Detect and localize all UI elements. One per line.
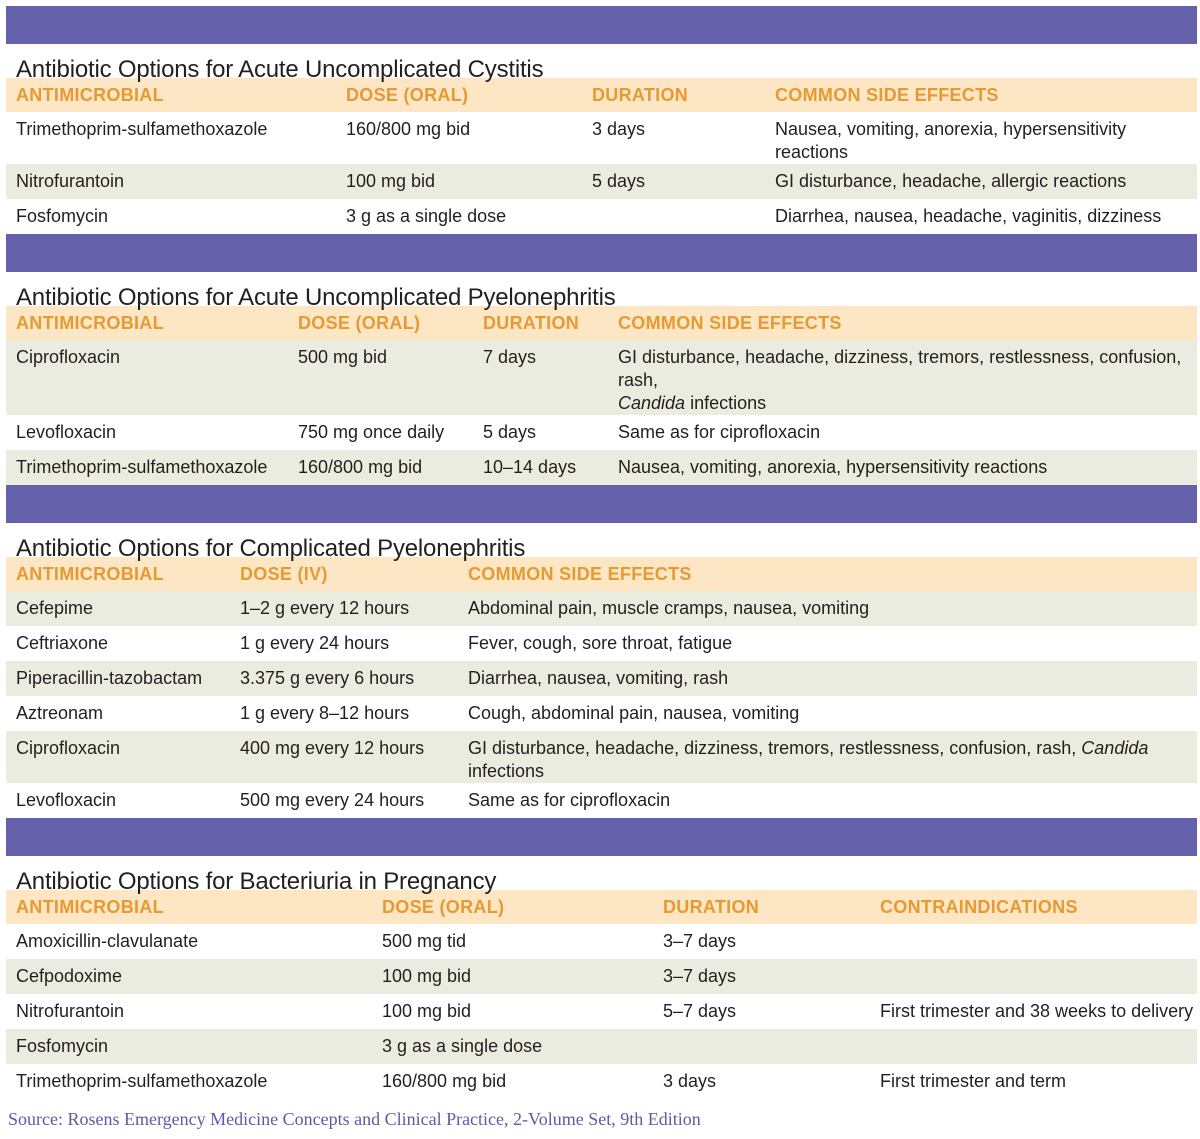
cell — [582, 199, 765, 234]
cell — [608, 340, 1197, 415]
table-row — [6, 959, 1197, 994]
table-row — [6, 199, 1197, 234]
column-header: CONTRAINDICATIONS — [870, 890, 1197, 924]
cell: Aztreonam — [6, 696, 230, 731]
cell: Same as for ciprofloxacin — [458, 783, 1197, 818]
cell — [653, 1029, 870, 1064]
column-header: ANTIMICROBIAL — [6, 557, 230, 591]
table-row — [6, 696, 1197, 731]
cell-text: GI disturbance, headache, dizziness, tremors, restlessness, confusion, rash, — [618, 347, 1182, 390]
cell: Trimethoprim-sulfamethoxazole — [6, 1064, 372, 1099]
cell: 160/800 mg bid — [288, 450, 473, 485]
document — [6, 6, 1197, 1099]
table-row — [6, 450, 1197, 485]
cell: Cefpodoxime — [6, 959, 372, 994]
cell-text: GI disturbance, headache, dizziness, tremors, restlessness, confusion, rash, — [468, 738, 1082, 758]
section-band — [6, 485, 1197, 523]
table-uncomplicated-pyelonephritis — [6, 306, 1197, 485]
cell: Cefepime — [6, 591, 230, 626]
cell: Diarrhea, nausea, vomiting, rash — [458, 661, 1197, 696]
cell — [870, 959, 1197, 994]
cell: Abdominal pain, muscle cramps, nausea, vomiting — [458, 591, 1197, 626]
cell — [870, 1029, 1197, 1064]
cell: 160/800 mg bid — [336, 112, 582, 164]
cell: Same as for ciprofloxacin — [608, 415, 1197, 450]
cell: 500 mg every 24 hours — [230, 783, 458, 818]
cell: 3 days — [653, 1064, 870, 1099]
cell: 1 g every 8–12 hours — [230, 696, 458, 731]
column-header: DOSE (ORAL) — [372, 890, 653, 924]
table-bacteriuria-pregnancy — [6, 890, 1197, 1099]
organism-name: Candida — [1081, 738, 1149, 758]
cell: 3 g as a single dose — [372, 1029, 653, 1064]
cell: Nitrofurantoin — [6, 164, 336, 199]
table-row — [6, 731, 1197, 783]
cell: Amoxicillin-clavulanate — [6, 924, 372, 959]
cell: Fever, cough, sore throat, fatigue — [458, 626, 1197, 661]
cell: 3 g as a single dose — [336, 199, 582, 234]
table-header-row — [6, 890, 1197, 924]
column-header: COMMON SIDE EFFECTS — [765, 78, 1197, 112]
section-title-cystitis: Antibiotic Options for Acute Uncomplicated Cystitis — [16, 56, 544, 83]
cell: Ciprofloxacin — [6, 340, 288, 415]
cell: Trimethoprim-sulfamethoxazole — [6, 112, 336, 164]
organism-name: Candida — [618, 393, 686, 413]
cell — [458, 731, 1197, 783]
cell: 3–7 days — [653, 959, 870, 994]
cell: 3–7 days — [653, 924, 870, 959]
cell: 5–7 days — [653, 994, 870, 1029]
table-row — [6, 340, 1197, 415]
cell: 750 mg once daily — [288, 415, 473, 450]
cell: Diarrhea, nausea, headache, vaginitis, dizziness — [765, 199, 1197, 234]
cell: 5 days — [473, 415, 608, 450]
table-cystitis — [6, 78, 1197, 234]
cell: Cough, abdominal pain, nausea, vomiting — [458, 696, 1197, 731]
cell: First trimester and 38 weeks to delivery — [870, 994, 1197, 1029]
cell: Trimethoprim-sulfamethoxazole — [6, 450, 288, 485]
column-header: ANTIMICROBIAL — [6, 306, 288, 340]
table-row — [6, 112, 1197, 164]
cell: Levofloxacin — [6, 783, 230, 818]
table-complicated-pyelonephritis — [6, 557, 1197, 818]
cell: 1 g every 24 hours — [230, 626, 458, 661]
cell: 3.375 g every 6 hours — [230, 661, 458, 696]
cell: 500 mg tid — [372, 924, 653, 959]
table-row — [6, 415, 1197, 450]
cell: Ciprofloxacin — [6, 731, 230, 783]
column-header: ANTIMICROBIAL — [6, 78, 336, 112]
section-band — [6, 234, 1197, 272]
cell: 160/800 mg bid — [372, 1064, 653, 1099]
section-title-pyelonephritis-uncomplicated: Antibiotic Options for Acute Uncomplicated Pyelonephritis — [16, 284, 616, 311]
cell: Fosfomycin — [6, 199, 336, 234]
cell: Levofloxacin — [6, 415, 288, 450]
cell: 1–2 g every 12 hours — [230, 591, 458, 626]
cell: Nausea, vomiting, anorexia, hypersensitivity reactions — [608, 450, 1197, 485]
cell — [870, 924, 1197, 959]
table-row — [6, 1064, 1197, 1099]
cell: 100 mg bid — [336, 164, 582, 199]
column-header: DURATION — [473, 306, 608, 340]
column-header: DOSE (IV) — [230, 557, 458, 591]
section-band — [6, 818, 1197, 856]
column-header: DURATION — [653, 890, 870, 924]
table-row — [6, 994, 1197, 1029]
table-header-row — [6, 306, 1197, 340]
table-row — [6, 591, 1197, 626]
table-header-row — [6, 557, 1197, 591]
table-row — [6, 783, 1197, 818]
section-title-complicated-pyelonephritis: Antibiotic Options for Complicated Pyelonephritis — [16, 535, 526, 562]
source-citation: Source: Rosens Emergency Medicine Concepts and Clinical Practice, 2-Volume Set, 9th Edition — [8, 1109, 701, 1129]
column-header: COMMON SIDE EFFECTS — [608, 306, 1197, 340]
section-band — [6, 6, 1197, 44]
cell: Ceftriaxone — [6, 626, 230, 661]
section-title-bacteriuria-pregnancy: Antibiotic Options for Bacteriuria in Pregnancy — [16, 868, 497, 895]
cell: 5 days — [582, 164, 765, 199]
table-row — [6, 626, 1197, 661]
cell-text: infections — [685, 393, 767, 413]
column-header: ANTIMICROBIAL — [6, 890, 372, 924]
column-header: DURATION — [582, 78, 765, 112]
cell: 500 mg bid — [288, 340, 473, 415]
cell: 7 days — [473, 340, 608, 415]
table-header-row — [6, 78, 1197, 112]
table-row — [6, 164, 1197, 199]
cell: First trimester and term — [870, 1064, 1197, 1099]
column-header: DOSE (ORAL) — [288, 306, 473, 340]
cell: 100 mg bid — [372, 959, 653, 994]
cell: 400 mg every 12 hours — [230, 731, 458, 783]
cell: Fosfomycin — [6, 1029, 372, 1064]
cell-text: infections — [468, 761, 545, 781]
cell: Piperacillin-tazobactam — [6, 661, 230, 696]
column-header: COMMON SIDE EFFECTS — [458, 557, 1197, 591]
cell: 100 mg bid — [372, 994, 653, 1029]
table-row — [6, 1029, 1197, 1064]
cell: Nausea, vomiting, anorexia, hypersensitivity reactions — [765, 112, 1197, 164]
cell: Nitrofurantoin — [6, 994, 372, 1029]
cell: 10–14 days — [473, 450, 608, 485]
table-row — [6, 924, 1197, 959]
cell: GI disturbance, headache, allergic reactions — [765, 164, 1197, 199]
table-row — [6, 661, 1197, 696]
cell: 3 days — [582, 112, 765, 164]
column-header: DOSE (ORAL) — [336, 78, 582, 112]
